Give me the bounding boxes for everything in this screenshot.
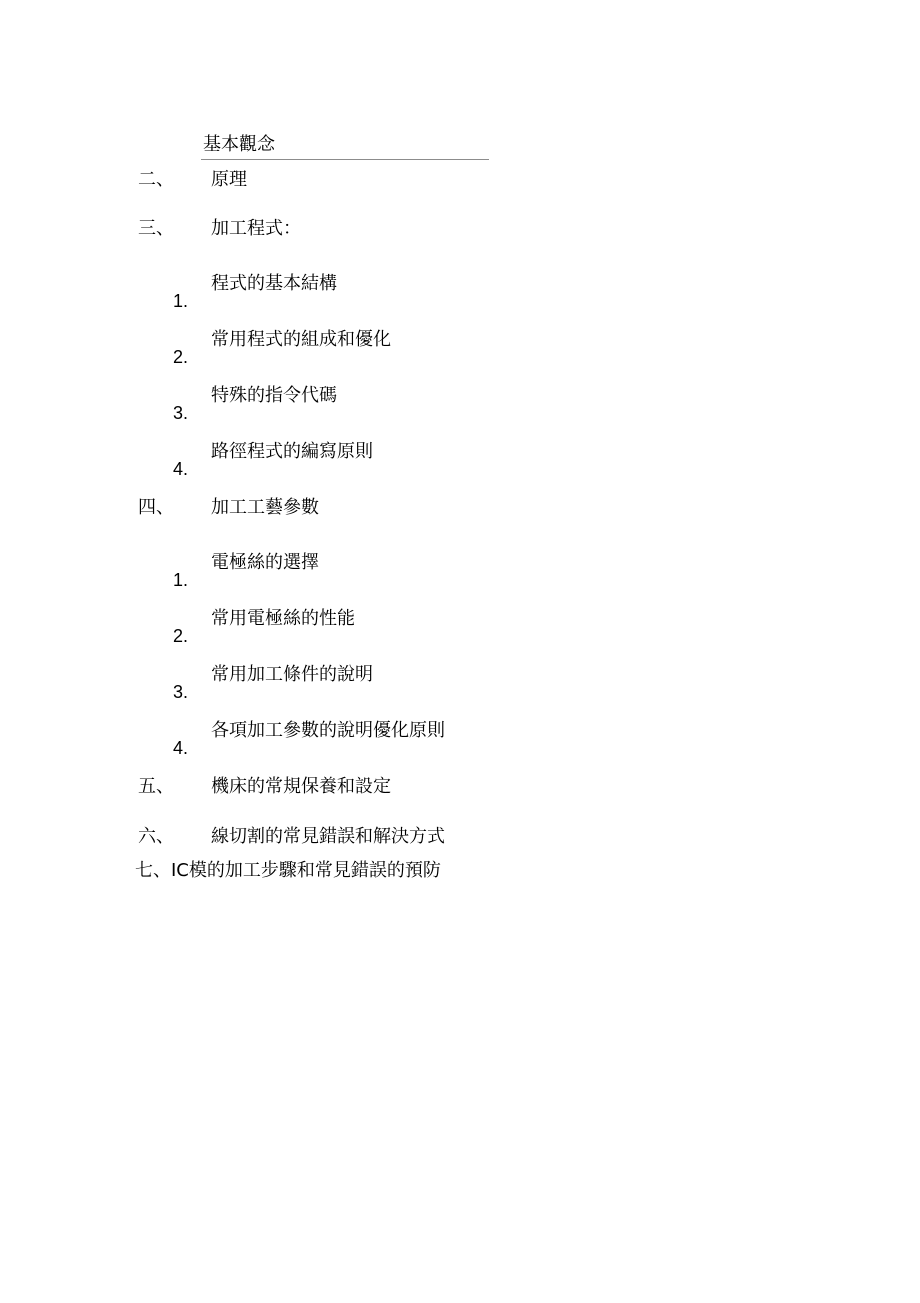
list-item-text: 電極絲的選擇 (211, 552, 319, 573)
section-marker-2: 二、 (138, 169, 174, 190)
section-title-5: 機床的常規保養和設定 (211, 776, 391, 797)
section-title-3: 加工程式： (211, 218, 301, 239)
section-title-2: 原理 (211, 169, 247, 190)
section-title-4: 加工工藝參數 (211, 497, 319, 518)
list-item-number: 3. (173, 682, 189, 702)
list-item-number: 4. (173, 738, 189, 758)
section-marker-4: 四、 (138, 497, 174, 518)
heading-underline (201, 159, 489, 160)
section-marker-5: 五、 (138, 776, 174, 797)
section-title-7: 七、IC模的加工步驟和常見錯誤的預防 (135, 860, 441, 881)
list-item-text: 路徑程式的編寫原則 (211, 441, 373, 462)
section-marker-6: 六、 (138, 826, 174, 847)
list-item-number: 4. (173, 459, 189, 479)
list-item-number: 1. (173, 291, 189, 311)
list-item-number: 1. (173, 570, 189, 590)
list-item-text: 常用電極絲的性能 (211, 608, 355, 629)
list-item-number: 2. (173, 626, 189, 646)
list-item-text: 各項加工參數的說明優化原則 (211, 720, 445, 741)
section-title-6: 線切割的常見錯誤和解決方式 (211, 826, 445, 847)
list-item-text: 常用加工條件的說明 (211, 664, 373, 685)
list-item-number: 2. (173, 347, 189, 367)
list-item-text: 常用程式的組成和優化 (211, 329, 391, 350)
section-marker-3: 三、 (138, 218, 174, 239)
list-item-number: 3. (173, 403, 189, 423)
list-item-text: 特殊的指令代碼 (211, 385, 337, 406)
list-item-text: 程式的基本結構 (211, 273, 337, 294)
document-heading: 基本觀念 (203, 134, 275, 155)
